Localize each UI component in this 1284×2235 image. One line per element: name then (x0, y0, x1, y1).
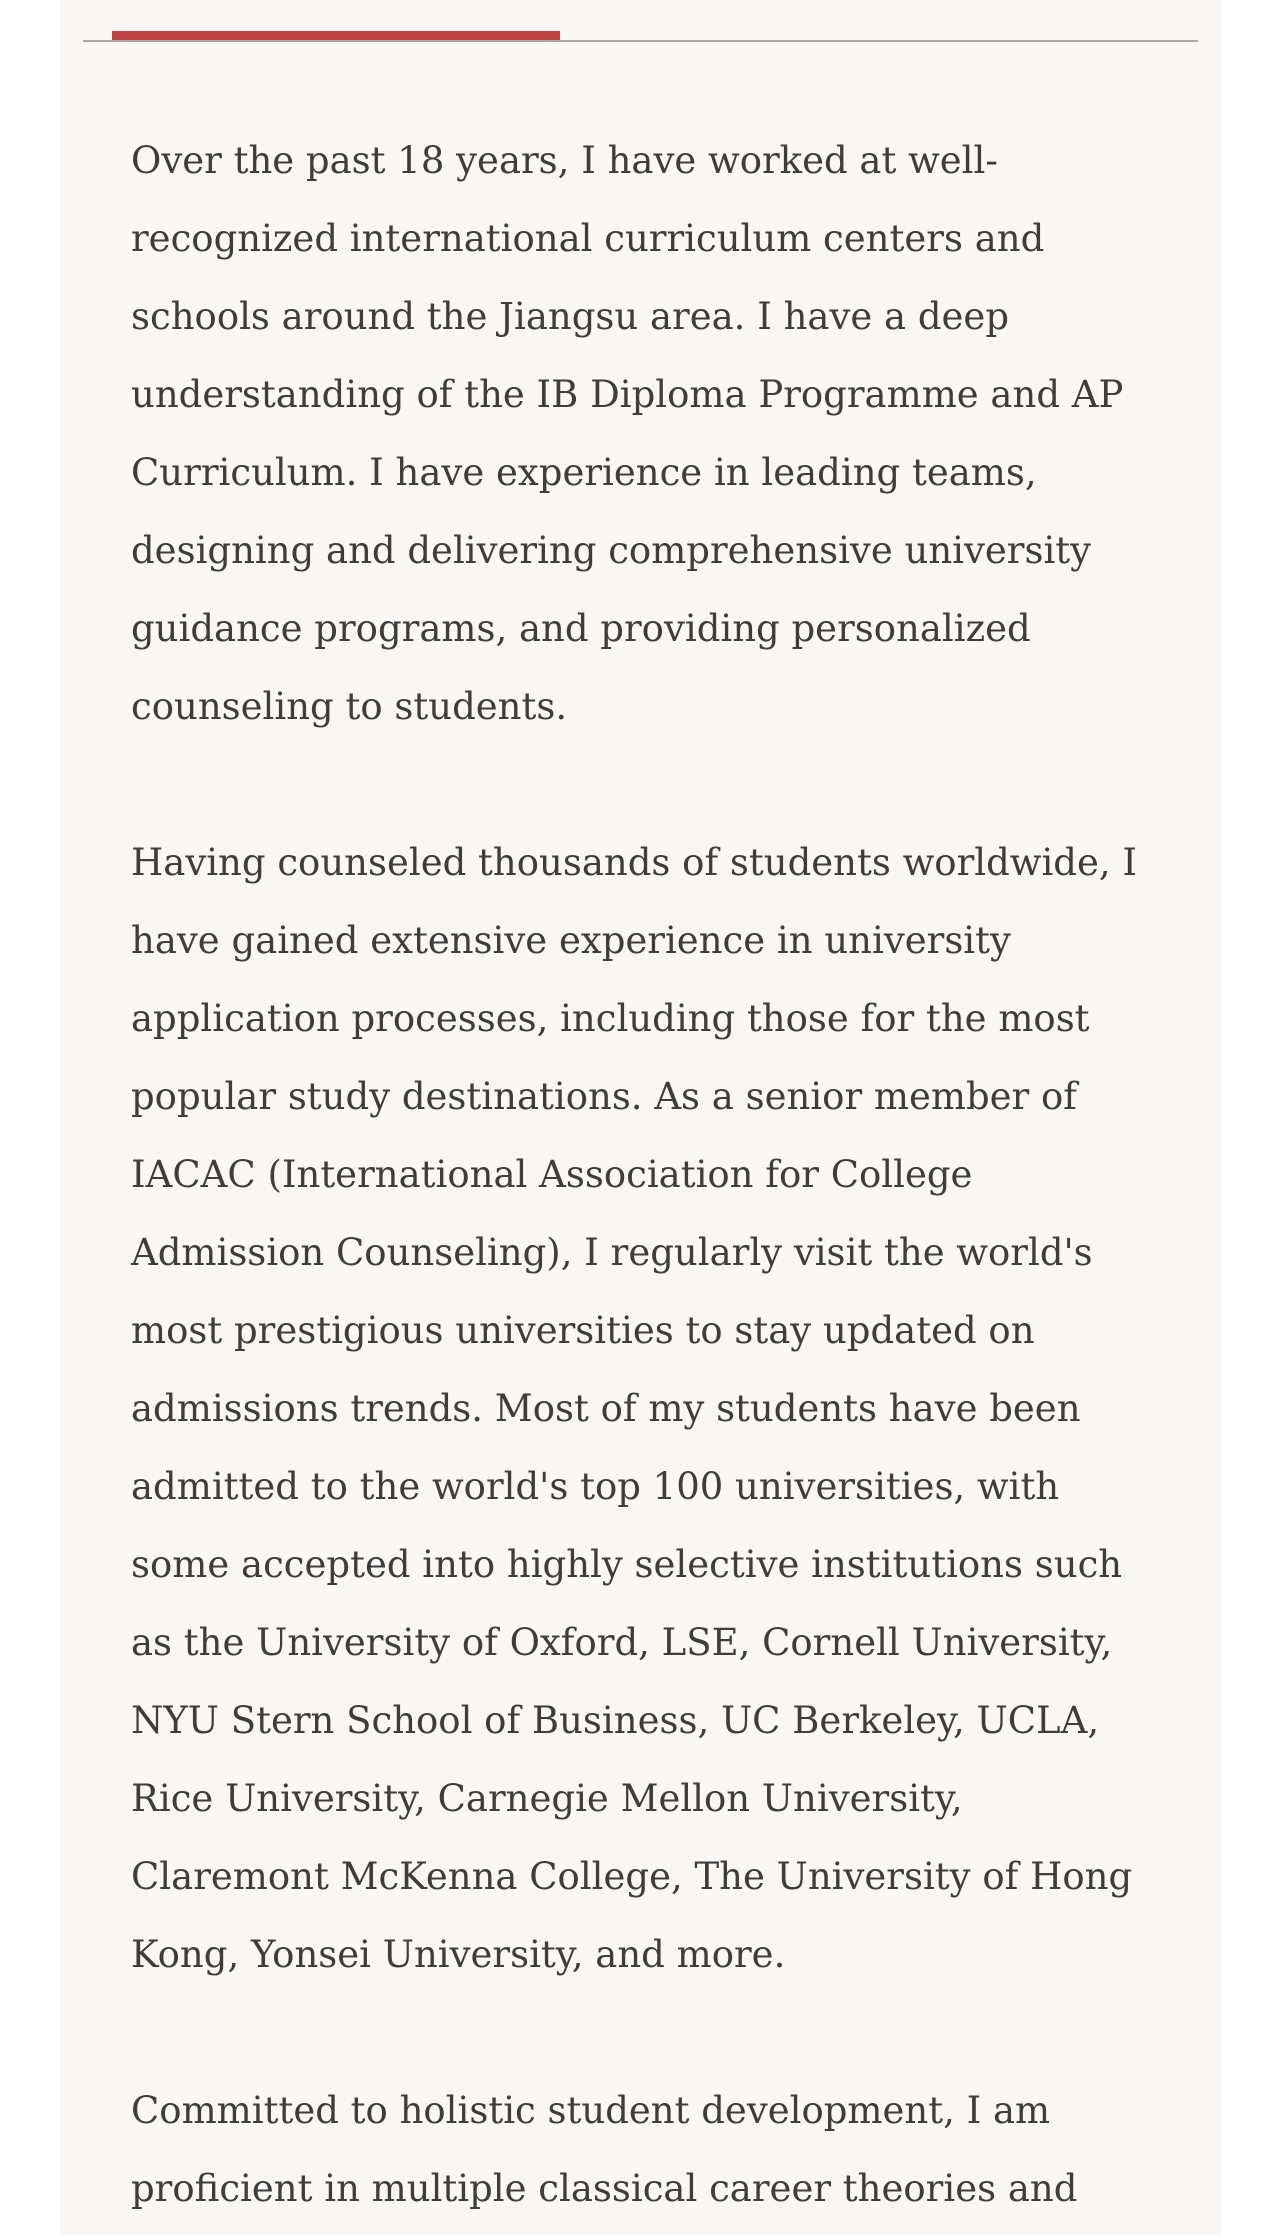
active-tab-indicator (112, 31, 560, 40)
tab-divider (83, 40, 1198, 42)
bio-content (131, 122, 1151, 2235)
bio-paragraph-1: Over the past 18 years, I have worked at well-recognized international curriculum centers and schools around the Jiangsu area. I have a deep understanding of the IB Diploma Programme and AP Curriculum. I have experience in leading teams, designing and delivering comprehensive university guidance programs, and providing personalized counseling to students. (131, 139, 1124, 728)
bio-paragraph-2: Having counseled thousands of students worldwide, I have gained extensive experience in university application processes, including those for the most popular study destinations. As a senior member of IACAC (International Association for College Admission Counseling), I regularly visit the world's most prestigious universities to stay updated on admissions trends. Most of my students have been admitted to the world's top 100 universities, with some accepted into highly selective institutions such as the University of Oxford, LSE, Cornell University, NYU Stern School of Business, UC Berkeley, UCLA, Rice University, Carnegie Mellon University, Claremont McKenna College, The University of Hong Kong, Yonsei University, and more. (131, 841, 1137, 1976)
bio-paragraph-3: Committed to holistic student development, I am proficient in multiple classical career theories and (131, 2089, 1078, 2210)
